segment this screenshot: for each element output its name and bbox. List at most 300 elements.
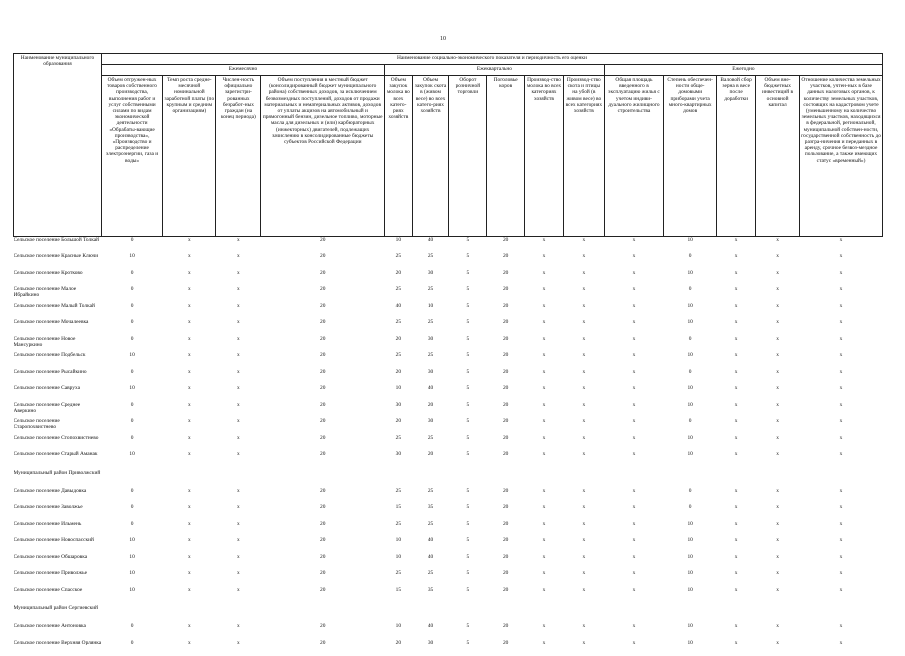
table-cell: 20 xyxy=(261,369,385,386)
table-cell: x xyxy=(800,451,883,468)
table-cell: x xyxy=(800,319,883,336)
table-cell: x xyxy=(717,336,756,353)
table-cell: 10 xyxy=(664,570,717,587)
table-cell: x xyxy=(163,237,216,254)
table-cell: x xyxy=(563,488,604,505)
table-cell: 5 xyxy=(449,237,487,254)
table-cell: x xyxy=(216,488,261,505)
table-cell: x xyxy=(717,570,756,587)
table-cell: 20 xyxy=(487,521,525,538)
table-cell: 10 xyxy=(385,237,413,254)
table-cell: 40 xyxy=(412,385,449,402)
table-cell: 20 xyxy=(487,270,525,287)
table-cell: 20 xyxy=(261,270,385,287)
table-cell: 10 xyxy=(385,537,413,554)
table-cell: 0 xyxy=(101,623,162,640)
table-cell: x xyxy=(717,587,756,604)
column-header-2: Темп роста средне-месячной номинальной заработной платы (по крупным и средним организациям) xyxy=(163,76,216,237)
table-cell: x xyxy=(604,385,663,402)
district-name: Муниципальный район Приволжский xyxy=(14,468,102,488)
table-cell: x xyxy=(800,253,883,270)
settlement-name: Сельское поселение Обшаровка xyxy=(14,554,102,571)
table-cell: 5 xyxy=(449,418,487,435)
table-cell: x xyxy=(525,336,564,353)
settlement-name: Сельское поселение Антоновка xyxy=(14,623,102,640)
column-header-1: Объем отгружен-ных товаров собственного производства, выполнения работ и услуг собственными силами по видам экономической деятельности «Обрабаты-вающие производства», «Производство и распределение электроэнергии, газа и воды» xyxy=(101,76,162,237)
table-cell: 0 xyxy=(664,286,717,303)
table-cell: x xyxy=(800,504,883,521)
table-cell: x xyxy=(216,237,261,254)
table-cell: x xyxy=(216,504,261,521)
settlement-name: Сельское поселение Верхняя Орлянка xyxy=(14,640,102,656)
table-cell: x xyxy=(163,537,216,554)
table-cell: 0 xyxy=(101,303,162,320)
table-cell: 0 xyxy=(101,435,162,452)
table-cell: 35 xyxy=(412,504,449,521)
table-cell: x xyxy=(163,521,216,538)
table-cell: x xyxy=(800,587,883,604)
table-cell: 10 xyxy=(385,623,413,640)
column-header-5: Объем закупок молока во всех катего-риях хозяйств xyxy=(385,76,413,237)
table-row xyxy=(14,418,883,435)
table-cell: x xyxy=(216,286,261,303)
table-row xyxy=(14,270,883,287)
table-cell: x xyxy=(525,504,564,521)
table-cell: 20 xyxy=(261,352,385,369)
table-cell: 20 xyxy=(261,640,385,656)
table-cell: 25 xyxy=(385,488,413,505)
table-cell: x xyxy=(563,237,604,254)
table-cell: x xyxy=(604,270,663,287)
table-cell: x xyxy=(563,270,604,287)
table-cell: 40 xyxy=(412,237,449,254)
table-cell: 0 xyxy=(664,336,717,353)
table-cell: x xyxy=(717,537,756,554)
table-cell: 5 xyxy=(449,369,487,386)
table-cell: x xyxy=(717,253,756,270)
table-cell: 20 xyxy=(261,570,385,587)
table-cell: 30 xyxy=(385,451,413,468)
table-cell: x xyxy=(717,488,756,505)
table-cell: x xyxy=(800,537,883,554)
table-cell: x xyxy=(216,303,261,320)
table-cell: x xyxy=(800,336,883,353)
table-cell: x xyxy=(604,253,663,270)
table-cell: 40 xyxy=(412,623,449,640)
table-cell: 10 xyxy=(101,451,162,468)
table-cell: x xyxy=(800,286,883,303)
table-cell: x xyxy=(756,570,800,587)
table-cell: 20 xyxy=(487,488,525,505)
table-cell: 30 xyxy=(412,369,449,386)
settlement-name: Сельское поселение Малый Толкай xyxy=(14,303,102,320)
table-cell: 20 xyxy=(261,521,385,538)
table-cell: x xyxy=(800,640,883,656)
table-cell: 20 xyxy=(487,623,525,640)
settlement-name: Сельское поселение Большой Толкай xyxy=(14,237,102,254)
table-cell: x xyxy=(604,488,663,505)
table-cell: 20 xyxy=(261,554,385,571)
district-name: Муниципальный район Сергиевский xyxy=(14,603,102,623)
table-cell: 20 xyxy=(487,451,525,468)
table-cell: x xyxy=(525,640,564,656)
table-row xyxy=(14,640,883,656)
table-cell: x xyxy=(717,554,756,571)
table-cell: x xyxy=(525,237,564,254)
period-quarterly: Ежеквартально xyxy=(385,65,605,76)
table-cell: 10 xyxy=(664,435,717,452)
table-cell: x xyxy=(563,521,604,538)
table-cell: 20 xyxy=(412,402,449,419)
table-cell: x xyxy=(216,435,261,452)
table-cell: 10 xyxy=(664,623,717,640)
table-cell: 0 xyxy=(101,270,162,287)
table-cell: x xyxy=(163,435,216,452)
settlement-name: Сельское поселение Спасское xyxy=(14,587,102,604)
table-cell: x xyxy=(756,587,800,604)
table-cell: x xyxy=(163,369,216,386)
table-cell: x xyxy=(717,521,756,538)
table-cell: 20 xyxy=(261,587,385,604)
table-cell: x xyxy=(800,270,883,287)
table-cell: 5 xyxy=(449,451,487,468)
table-cell: 10 xyxy=(101,352,162,369)
table-row xyxy=(14,237,883,254)
table-cell: x xyxy=(604,336,663,353)
column-header-14: Объем вне-бюджетных инвестиций в основной капитал xyxy=(756,76,800,237)
table-cell: x xyxy=(163,451,216,468)
district-spacer xyxy=(101,468,882,488)
table-cell: 10 xyxy=(664,537,717,554)
indicators-table xyxy=(13,53,883,656)
table-cell: 25 xyxy=(385,319,413,336)
table-cell: 10 xyxy=(664,319,717,336)
settlement-name: Сельское поселение Новоспасский xyxy=(14,537,102,554)
table-cell: x xyxy=(525,352,564,369)
table-cell: 20 xyxy=(261,504,385,521)
table-cell: x xyxy=(216,352,261,369)
table-cell: 0 xyxy=(101,369,162,386)
column-header-8: Поголовье коров xyxy=(487,76,525,237)
table-cell: 30 xyxy=(412,640,449,656)
table-cell: x xyxy=(563,640,604,656)
table-cell: x xyxy=(216,319,261,336)
table-cell: 25 xyxy=(412,521,449,538)
table-cell: x xyxy=(563,303,604,320)
table-cell: x xyxy=(525,570,564,587)
settlement-name: Сельское поселение Среднее Аверкино xyxy=(14,402,102,419)
settlement-name: Сельское поселение Подбельск xyxy=(14,352,102,369)
table-cell: x xyxy=(604,640,663,656)
table-cell: 5 xyxy=(449,336,487,353)
table-cell: 40 xyxy=(385,303,413,320)
table-cell: 40 xyxy=(412,537,449,554)
table-cell: 5 xyxy=(449,587,487,604)
table-cell: x xyxy=(525,369,564,386)
table-cell: x xyxy=(756,385,800,402)
table-cell: x xyxy=(525,537,564,554)
table-row xyxy=(14,286,883,303)
table-cell: x xyxy=(717,418,756,435)
table-cell: x xyxy=(604,237,663,254)
settlement-name: Сельское поселение Рысайкино xyxy=(14,369,102,386)
table-cell: x xyxy=(800,303,883,320)
table-cell: 15 xyxy=(385,587,413,604)
table-cell: x xyxy=(717,303,756,320)
table-cell: x xyxy=(604,435,663,452)
table-cell: x xyxy=(163,504,216,521)
table-cell: 10 xyxy=(664,521,717,538)
table-cell: 0 xyxy=(101,640,162,656)
table-cell: x xyxy=(563,623,604,640)
table-cell: x xyxy=(756,303,800,320)
table-cell: 25 xyxy=(385,521,413,538)
table-cell: x xyxy=(756,286,800,303)
table-cell: 0 xyxy=(664,253,717,270)
table-cell: 40 xyxy=(412,554,449,571)
table-cell: 20 xyxy=(261,385,385,402)
settlement-name: Сельское поселение Старый Аманак xyxy=(14,451,102,468)
table-cell: 5 xyxy=(449,521,487,538)
table-cell: 10 xyxy=(664,554,717,571)
table-cell: x xyxy=(604,623,663,640)
table-cell: 30 xyxy=(412,270,449,287)
table-cell: x xyxy=(216,640,261,656)
page-number: 10 xyxy=(440,36,446,42)
settlement-name: Сельское поселение Савруха xyxy=(14,385,102,402)
table-row xyxy=(14,435,883,452)
table-cell: 20 xyxy=(385,640,413,656)
table-cell: 20 xyxy=(261,488,385,505)
table-cell: 0 xyxy=(101,488,162,505)
table-cell: 20 xyxy=(487,319,525,336)
table-cell: x xyxy=(163,286,216,303)
table-cell: x xyxy=(800,488,883,505)
table-cell: 20 xyxy=(385,270,413,287)
table-cell: 10 xyxy=(664,303,717,320)
table-cell: x xyxy=(756,352,800,369)
indicators-header: Наименование социально-экономического показателя и периодичность его оценки xyxy=(101,54,882,65)
table-cell: 20 xyxy=(261,303,385,320)
column-header-3: Числен-ность официально зарегистри-рованных безработ-ных граждан (на конец периода) xyxy=(216,76,261,237)
table-cell: x xyxy=(717,369,756,386)
table-cell: x xyxy=(563,435,604,452)
table-cell: 20 xyxy=(261,537,385,554)
table-cell: x xyxy=(216,418,261,435)
table-cell: x xyxy=(604,418,663,435)
table-cell: x xyxy=(604,319,663,336)
table-cell: 0 xyxy=(664,504,717,521)
table-cell: x xyxy=(163,623,216,640)
table-cell: 0 xyxy=(101,521,162,538)
settlement-name: Сельское поселение Кротково xyxy=(14,270,102,287)
table-cell: x xyxy=(717,270,756,287)
table-cell: 20 xyxy=(487,537,525,554)
table-cell: 30 xyxy=(412,336,449,353)
district-spacer xyxy=(101,603,882,623)
column-header-11: Общая площадь введенного в эксплуатацию жилья с учетом индиви-дуального жилищного строительства xyxy=(604,76,663,237)
table-cell: 25 xyxy=(412,488,449,505)
table-cell: 25 xyxy=(412,286,449,303)
table-cell: 20 xyxy=(487,303,525,320)
table-cell: x xyxy=(756,237,800,254)
table-cell: x xyxy=(756,336,800,353)
table-cell: 10 xyxy=(664,352,717,369)
table-cell: 20 xyxy=(487,253,525,270)
table-cell: x xyxy=(800,570,883,587)
table-row xyxy=(14,385,883,402)
table-cell: x xyxy=(604,554,663,571)
table-cell: 20 xyxy=(487,352,525,369)
table-cell: 10 xyxy=(101,554,162,571)
column-header-6: Объем закупок скота в (живом весе) во всех катего-риях хозяйств xyxy=(412,76,449,237)
table-cell: x xyxy=(525,385,564,402)
table-cell: x xyxy=(800,237,883,254)
table-row xyxy=(14,570,883,587)
table-cell: 20 xyxy=(261,435,385,452)
table-cell: 10 xyxy=(412,303,449,320)
table-cell: x xyxy=(163,336,216,353)
table-cell: x xyxy=(604,286,663,303)
table-cell: 5 xyxy=(449,537,487,554)
table-row xyxy=(14,587,883,604)
table-cell: 20 xyxy=(487,587,525,604)
table-cell: x xyxy=(756,418,800,435)
table-cell: x xyxy=(756,270,800,287)
table-cell: 5 xyxy=(449,435,487,452)
district-row xyxy=(14,468,883,488)
table-cell: x xyxy=(756,554,800,571)
table-cell: x xyxy=(563,537,604,554)
table-cell: x xyxy=(163,418,216,435)
table-cell: 35 xyxy=(412,587,449,604)
table-cell: x xyxy=(800,418,883,435)
table-cell: x xyxy=(800,435,883,452)
table-row xyxy=(14,402,883,419)
table-cell: 20 xyxy=(487,237,525,254)
table-cell: 5 xyxy=(449,504,487,521)
table-cell: x xyxy=(756,253,800,270)
table-cell: 10 xyxy=(101,253,162,270)
table-cell: x xyxy=(216,253,261,270)
table-cell: x xyxy=(756,537,800,554)
table-cell: x xyxy=(563,385,604,402)
table-cell: x xyxy=(216,270,261,287)
table-cell: x xyxy=(563,570,604,587)
table-cell: x xyxy=(163,402,216,419)
table-cell: 5 xyxy=(449,319,487,336)
table-cell: x xyxy=(525,253,564,270)
table-cell: 30 xyxy=(412,418,449,435)
table-cell: x xyxy=(163,352,216,369)
table-cell: x xyxy=(163,385,216,402)
table-cell: 20 xyxy=(385,418,413,435)
table-cell: 0 xyxy=(101,319,162,336)
table-cell: x xyxy=(525,402,564,419)
table-cell: 0 xyxy=(664,369,717,386)
table-cell: x xyxy=(216,336,261,353)
table-cell: 5 xyxy=(449,488,487,505)
table-cell: 15 xyxy=(385,504,413,521)
table-cell: 10 xyxy=(101,587,162,604)
table-cell: x xyxy=(525,623,564,640)
table-cell: 5 xyxy=(449,303,487,320)
table-cell: x xyxy=(525,270,564,287)
table-cell: 20 xyxy=(261,336,385,353)
settlement-name: Сельское поселение Малое Ибрайкино xyxy=(14,286,102,303)
table-cell: x xyxy=(216,385,261,402)
table-cell: 20 xyxy=(487,640,525,656)
table-cell: x xyxy=(563,504,604,521)
table-cell: x xyxy=(717,402,756,419)
table-cell: x xyxy=(756,451,800,468)
table-cell: x xyxy=(717,451,756,468)
table-row xyxy=(14,488,883,505)
table-cell: x xyxy=(800,369,883,386)
table-cell: 20 xyxy=(487,504,525,521)
table-cell: 5 xyxy=(449,402,487,419)
table-cell: x xyxy=(717,319,756,336)
table-cell: x xyxy=(756,435,800,452)
table-cell: x xyxy=(216,537,261,554)
table-cell: x xyxy=(604,570,663,587)
table-cell: x xyxy=(756,319,800,336)
municipality-header: Наименование муниципального образования xyxy=(14,54,102,237)
table-cell: x xyxy=(216,521,261,538)
table-cell: x xyxy=(604,587,663,604)
table-cell: x xyxy=(604,537,663,554)
table-cell: 10 xyxy=(664,385,717,402)
table-row xyxy=(14,554,883,571)
table-cell: x xyxy=(563,369,604,386)
table-cell: x xyxy=(163,319,216,336)
table-cell: 25 xyxy=(385,570,413,587)
table-cell: x xyxy=(756,488,800,505)
table-cell: x xyxy=(525,554,564,571)
table-row xyxy=(14,521,883,538)
table-cell: 0 xyxy=(101,237,162,254)
table-row xyxy=(14,451,883,468)
settlement-name: Сельское поселение Давыдовка xyxy=(14,488,102,505)
table-cell: x xyxy=(717,237,756,254)
table-cell: x xyxy=(525,319,564,336)
table-cell: 25 xyxy=(412,435,449,452)
table-cell: x xyxy=(216,451,261,468)
table-cell: 20 xyxy=(487,336,525,353)
table-cell: x xyxy=(756,369,800,386)
table-cell: x xyxy=(525,435,564,452)
table-cell: 25 xyxy=(412,319,449,336)
table-cell: x xyxy=(563,319,604,336)
table-cell: x xyxy=(525,303,564,320)
table-cell: 5 xyxy=(449,554,487,571)
settlement-name: Сельское поселение Красные Ключи xyxy=(14,253,102,270)
table-cell: x xyxy=(800,623,883,640)
table-cell: 20 xyxy=(487,385,525,402)
table-cell: x xyxy=(800,402,883,419)
table-cell: x xyxy=(717,623,756,640)
table-cell: 20 xyxy=(261,237,385,254)
table-cell: 10 xyxy=(101,537,162,554)
table-cell: 10 xyxy=(664,402,717,419)
table-cell: 20 xyxy=(487,418,525,435)
table-cell: x xyxy=(563,451,604,468)
table-cell: x xyxy=(563,253,604,270)
table-cell: 20 xyxy=(487,554,525,571)
table-cell: 0 xyxy=(664,488,717,505)
table-cell: 10 xyxy=(101,385,162,402)
table-cell: 5 xyxy=(449,570,487,587)
